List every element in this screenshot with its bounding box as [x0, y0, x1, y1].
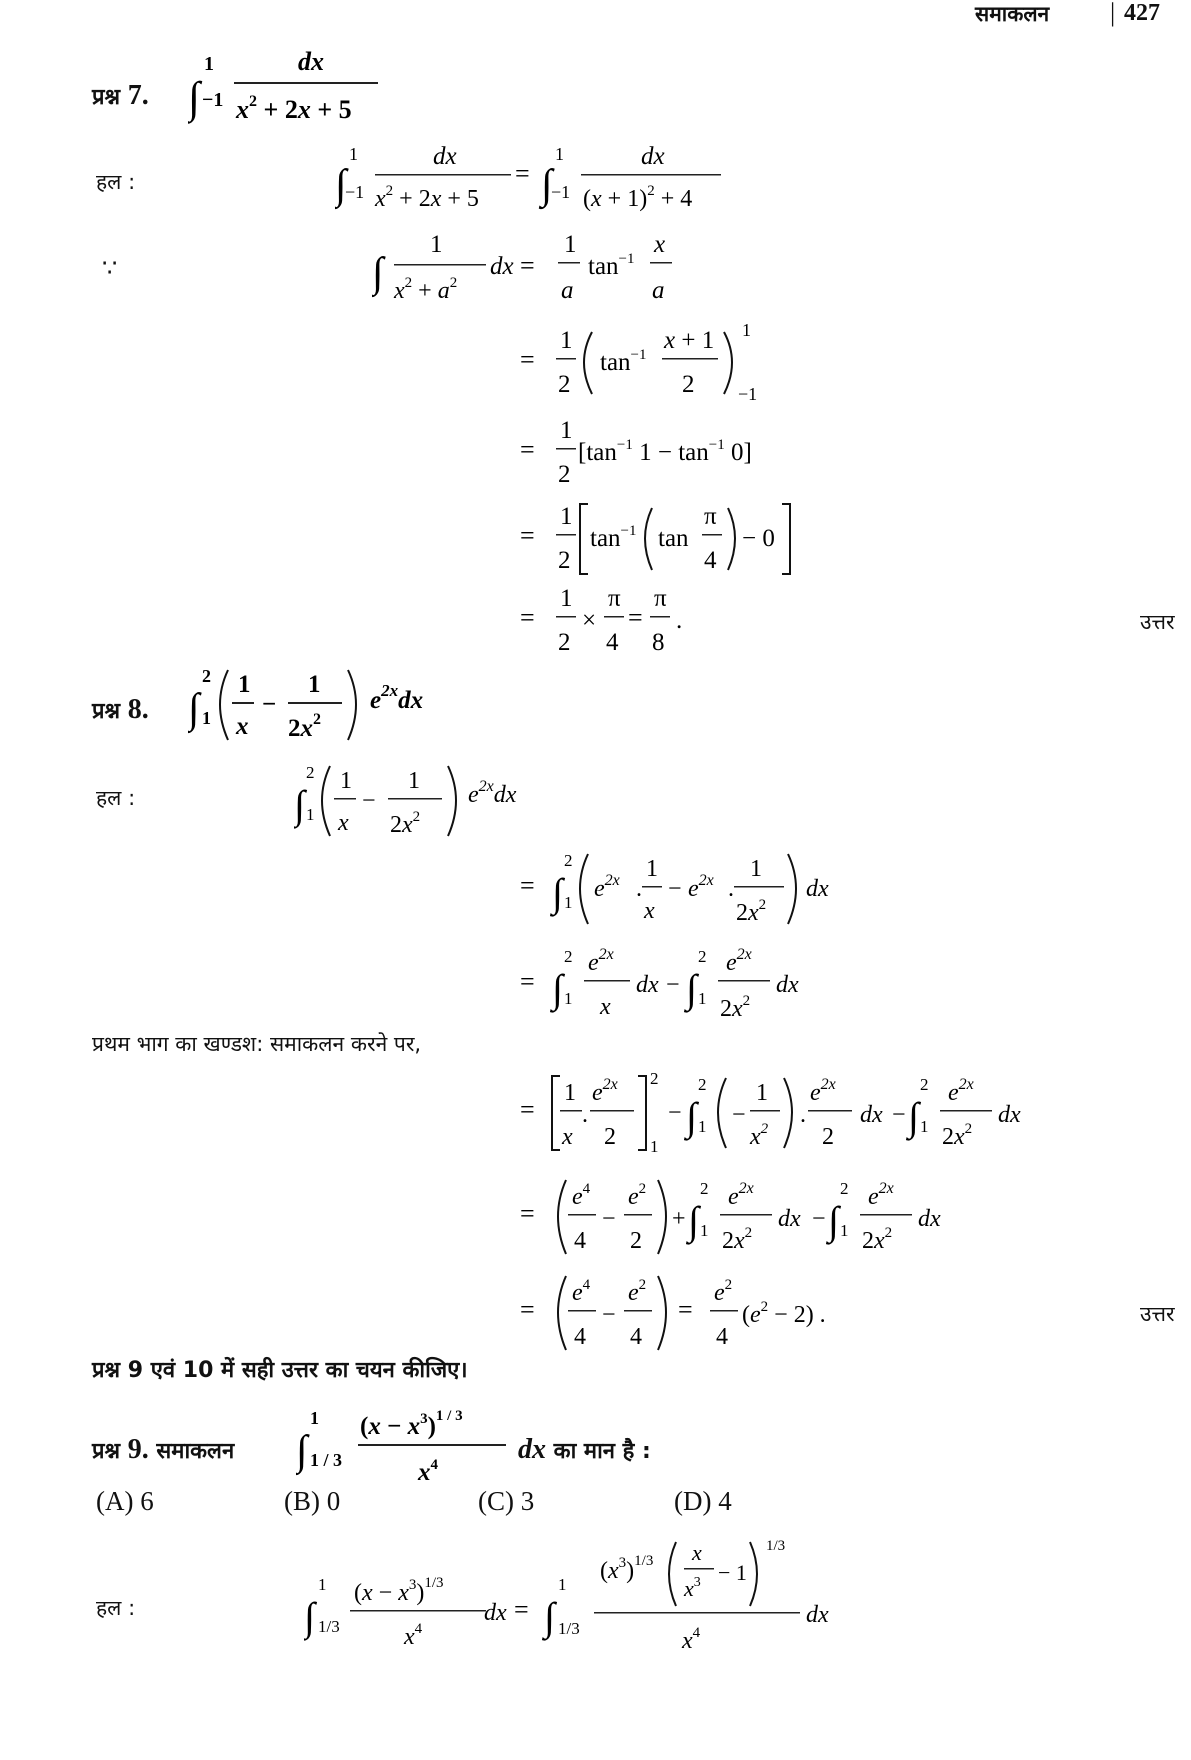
svg-text:1: 1 — [920, 1117, 929, 1136]
svg-text:8: 8 — [652, 629, 665, 656]
svg-text:2: 2 — [682, 371, 695, 398]
svg-text:=: = — [628, 603, 643, 632]
q8-step-2 — [520, 840, 850, 936]
svg-text:2x2: $2x^2$ — [942, 1121, 973, 1150]
svg-text:−: − — [602, 1206, 616, 1232]
svg-text:−1: −1 — [202, 89, 224, 111]
svg-text:−: − — [732, 1102, 746, 1128]
chapter-title: समाकलन — [975, 2, 1050, 26]
svg-text:=: = — [678, 1295, 693, 1324]
svg-text:×: × — [582, 607, 597, 634]
svg-text:2x2: $2x^2$ — [722, 1225, 753, 1254]
svg-text:=: = — [520, 1199, 535, 1228]
svg-text:2: 2 — [306, 763, 315, 782]
q8-step-5 — [520, 1168, 980, 1268]
svg-text:x: x — [692, 1540, 702, 1565]
svg-text:−1: −1 — [551, 182, 571, 202]
svg-text:=: = — [520, 345, 535, 374]
q7-step-3 — [520, 318, 780, 408]
svg-text:1: 1 — [238, 671, 251, 698]
svg-text:e2xdx: $e^{2x}dx$ — [468, 778, 517, 808]
svg-text:4: 4 — [574, 1324, 586, 1350]
svg-text:=: = — [514, 1595, 529, 1624]
svg-text:e2x: $e^{2x}$ — [588, 946, 614, 976]
svg-text:∫: ∫ — [908, 1094, 919, 1139]
q8-solution-label: हल : — [96, 786, 136, 810]
q7-step-2 — [372, 226, 692, 312]
svg-text:.: . — [800, 1102, 806, 1128]
q8-step-6 — [520, 1264, 880, 1364]
svg-text:e2x: $e^{2x}$ — [948, 1076, 974, 1106]
q7-question-math — [188, 48, 408, 134]
svg-text:1: 1 — [564, 231, 577, 258]
svg-text:1: 1 — [408, 768, 420, 794]
svg-text:2: 2 — [650, 1069, 659, 1088]
svg-text:2: 2 — [558, 547, 571, 574]
svg-text:2: 2 — [698, 1075, 707, 1094]
svg-text:e4: $e^4$ — [572, 1277, 591, 1306]
svg-text:x3: $x^3$ — [684, 1575, 701, 1601]
svg-text:x4: $x^4$ — [418, 1457, 438, 1486]
q9-option-d[interactable]: (D) 4 — [674, 1486, 732, 1516]
svg-text:2x2: $2x^2$ — [862, 1225, 893, 1254]
svg-text:1: 1 — [650, 1137, 659, 1156]
q9-step-1 — [304, 1534, 864, 1664]
svg-text:1: 1 — [306, 805, 315, 824]
svg-text:+: + — [672, 1206, 686, 1232]
since-symbol: ∵ — [102, 256, 118, 282]
svg-text:∫: ∫ — [304, 1594, 315, 1639]
svg-text:1: 1 — [564, 893, 573, 912]
svg-text:1: 1 — [700, 1221, 709, 1240]
svg-text:−: − — [668, 876, 682, 902]
svg-text:.: . — [582, 1102, 588, 1128]
instruction-text: प्रश्न 9 एवं 10 में सही उत्तर का चयन कीजिए। — [92, 1358, 468, 1383]
svg-text:2: 2 — [700, 1179, 709, 1198]
svg-text:dx: dx — [806, 1602, 829, 1628]
svg-text:dx: dx — [490, 253, 514, 280]
svg-text:1: 1 — [202, 708, 211, 728]
svg-text:2: 2 — [604, 1124, 616, 1150]
svg-text:x2 + 2x + 5: $x^2 + 2x + 5$ — [236, 93, 352, 124]
svg-text:x4: $x^4$ — [404, 1621, 423, 1650]
svg-text:1: 1 — [840, 1221, 849, 1240]
q9-option-a[interactable]: (A) 6 — [96, 1486, 154, 1516]
q7-solution-label: हल : — [96, 170, 136, 194]
svg-text:2: 2 — [564, 851, 573, 870]
svg-text:1: 1 — [430, 231, 443, 258]
svg-text:tan: tan — [658, 525, 689, 552]
svg-text:=: = — [520, 1095, 535, 1124]
q9-question-tail: dx का मान है : — [518, 1434, 651, 1465]
svg-text:1: 1 — [349, 144, 358, 164]
svg-text:∫: ∫ — [294, 782, 305, 827]
svg-text:∫: ∫ — [296, 1428, 308, 1474]
q7-step-5 — [520, 494, 810, 584]
svg-text:e2x: $e^{2x}$ — [594, 872, 620, 902]
svg-text:1: 1 — [564, 989, 573, 1008]
svg-text:∫: ∫ — [544, 1594, 555, 1639]
svg-text:1 / 3: 1 / 3 — [310, 1450, 343, 1470]
svg-text:1: 1 — [555, 144, 564, 164]
svg-text:∫: ∫ — [372, 250, 384, 296]
svg-text:∫: ∫ — [828, 1198, 839, 1243]
svg-text:.: . — [636, 876, 642, 902]
q8-step-1 — [294, 756, 554, 846]
svg-text:dx: dx — [433, 143, 457, 170]
q8-step-3 — [520, 934, 820, 1034]
svg-text:2: 2 — [698, 947, 707, 966]
svg-text:x2 + 2x + 5: $x^2 + 2x + 5$ — [375, 183, 479, 212]
svg-text:1/3: 1/3 — [318, 1617, 340, 1636]
svg-text:1: 1 — [340, 768, 352, 794]
svg-text:4: 4 — [704, 547, 717, 574]
svg-text:2: 2 — [202, 666, 211, 686]
q7-step-6 — [520, 580, 720, 660]
svg-text:x2 + a2: $x^2 + a^2$ — [394, 275, 458, 304]
svg-text:x: x — [644, 898, 655, 924]
svg-text:(x + 1)2 + 4: $(x + 1)^2 + 4$ — [583, 183, 693, 212]
svg-text:∫: ∫ — [335, 162, 347, 208]
svg-text:dx: dx — [860, 1102, 883, 1128]
q9-label: प्रश्न 9. समाकलन — [92, 1434, 235, 1465]
q7-label: प्रश्न 7. — [92, 80, 149, 111]
svg-text:π: π — [704, 503, 717, 530]
svg-text:1: 1 — [564, 1080, 576, 1106]
svg-text:dx: dx — [806, 876, 829, 902]
svg-text:−1: −1 — [345, 182, 365, 202]
svg-text:tan−1: $\tan^{-1}$ — [590, 523, 637, 552]
svg-text:4: 4 — [630, 1324, 642, 1350]
svg-text:1: 1 — [560, 417, 573, 444]
svg-text:∫: ∫ — [541, 162, 553, 208]
svg-text:1/3: 1/3 — [766, 1538, 786, 1554]
svg-text:(x − x3)1/3: $(x - x^3)^{1/3}$ — [354, 1575, 444, 1606]
svg-text:−1: −1 — [738, 384, 758, 404]
q7-answer-tag: उत्तर — [1140, 610, 1175, 634]
header-separator: | — [1110, 0, 1116, 27]
q9-option-c[interactable]: (C) 3 — [478, 1486, 535, 1516]
svg-text:(x − x3)1 / 3: $(x - x^3)^{1 / 3}$ — [360, 1408, 463, 1440]
svg-text:−: − — [362, 788, 376, 814]
svg-text:e2: $e^2$ — [628, 1277, 647, 1306]
q8-step-4 — [520, 1064, 1060, 1168]
svg-text:=: = — [515, 159, 530, 188]
svg-text:2: 2 — [558, 371, 571, 398]
svg-text:−: − — [666, 972, 680, 998]
svg-text:1: 1 — [560, 327, 573, 354]
svg-text:∫: ∫ — [552, 870, 563, 915]
svg-text:2x2: $2x^2$ — [288, 711, 321, 742]
svg-text:1: 1 — [750, 856, 762, 882]
svg-text:1: 1 — [698, 989, 707, 1008]
svg-text:dx: dx — [918, 1206, 941, 1232]
svg-text:2x2: $2x^2$ — [736, 897, 767, 926]
svg-text:1: 1 — [558, 1575, 567, 1594]
svg-text:2: 2 — [822, 1124, 834, 1150]
svg-text:1: 1 — [308, 671, 321, 698]
svg-text:=: = — [520, 251, 535, 280]
svg-text:∫: ∫ — [688, 1198, 699, 1243]
svg-text:∫: ∫ — [188, 686, 200, 732]
svg-text:e2x: $e^{2x}$ — [728, 1180, 754, 1210]
svg-text:1: 1 — [318, 1575, 327, 1594]
svg-text:1: 1 — [560, 585, 573, 612]
svg-text:.: . — [728, 876, 734, 902]
svg-text:e2xdx: $e^{2x}dx$ — [370, 681, 424, 714]
svg-text:x: x — [236, 713, 249, 740]
svg-text:1: 1 — [204, 53, 214, 75]
svg-text:∫: ∫ — [686, 966, 697, 1011]
svg-text:2: 2 — [920, 1075, 929, 1094]
svg-text:x: x — [654, 231, 666, 258]
svg-text:e4: $e^4$ — [572, 1181, 591, 1210]
svg-text:x: x — [562, 1124, 573, 1150]
svg-text:a: a — [561, 277, 574, 304]
svg-text:2: 2 — [558, 461, 571, 488]
svg-text:1: 1 — [310, 1408, 319, 1428]
svg-text:4: 4 — [716, 1324, 728, 1350]
svg-text:tan−1: $\tan^{-1}$ — [588, 251, 635, 280]
svg-text:dx: dx — [636, 972, 659, 998]
q7-step-4 — [520, 412, 800, 492]
q7-step-1 — [335, 140, 755, 220]
svg-text:1: 1 — [756, 1080, 768, 1106]
svg-text:− 0: − 0 — [742, 525, 775, 552]
svg-text:dx: dx — [298, 48, 324, 76]
svg-text:∫: ∫ — [686, 1094, 697, 1139]
svg-text:4: 4 — [574, 1228, 586, 1254]
svg-text:−: − — [262, 691, 277, 718]
svg-text:dx: dx — [641, 143, 665, 170]
svg-text:π: π — [608, 585, 621, 612]
svg-text:−: − — [602, 1302, 616, 1328]
svg-text:e2x: $e^{2x}$ — [592, 1076, 618, 1106]
svg-text:dx: dx — [484, 1600, 507, 1626]
svg-text:π: π — [654, 585, 667, 612]
svg-text:e2x: $e^{2x}$ — [688, 872, 714, 902]
q8-answer-tag: उत्तर — [1140, 1302, 1175, 1326]
svg-text:e2x: $e^{2x}$ — [726, 946, 752, 976]
svg-text:(x3)1/3: $(x^3)^{1/3}$ — [600, 1553, 654, 1584]
svg-text:e2: $e^2$ — [628, 1181, 647, 1210]
svg-text:=: = — [520, 435, 535, 464]
svg-text:dx: dx — [776, 972, 799, 998]
q8-label: प्रश्न 8. — [92, 694, 149, 725]
svg-text:x: x — [600, 994, 611, 1020]
svg-text:−: − — [892, 1102, 906, 1128]
svg-text:=: = — [520, 1295, 535, 1324]
svg-text:=: = — [520, 871, 535, 900]
svg-text:e2x: $e^{2x}$ — [868, 1180, 894, 1210]
svg-text:x4: $x^4$ — [682, 1625, 701, 1654]
svg-text:2: 2 — [630, 1228, 642, 1254]
q8-question-math — [188, 660, 458, 750]
q9-option-b[interactable]: (B) 0 — [284, 1486, 341, 1516]
svg-text:1: 1 — [560, 503, 573, 530]
svg-text:2: 2 — [564, 947, 573, 966]
svg-text:x2: $x^2$ — [750, 1121, 769, 1150]
svg-text:[tan−1 1 − tan−1 0]: [$\tan^{-1}$ $1 - \tan^{-1} 0$] — [578, 437, 752, 466]
svg-text:− 1: − 1 — [718, 1560, 747, 1585]
svg-text:4: 4 — [606, 629, 619, 656]
svg-text:dx: dx — [778, 1206, 801, 1232]
svg-text:(e2 − 2) .: $(e^2 - 2)$ . — [742, 1299, 826, 1328]
page-number: 427 — [1124, 0, 1160, 26]
svg-text:x + 1: x + 1 — [664, 327, 715, 354]
q9-solution-label: हल : — [96, 1596, 136, 1620]
q9-question-math — [296, 1400, 516, 1500]
svg-text:x: x — [338, 810, 349, 836]
svg-text:−: − — [812, 1206, 826, 1232]
svg-text:−: − — [668, 1100, 682, 1126]
svg-text:.: . — [676, 607, 683, 634]
svg-text:=: = — [520, 521, 535, 550]
svg-text:e2x: $e^{2x}$ — [810, 1076, 836, 1106]
svg-text:=: = — [520, 967, 535, 996]
svg-text:2x2: $2x^2$ — [720, 993, 751, 1022]
svg-text:2: 2 — [558, 629, 571, 656]
svg-text:∫: ∫ — [188, 73, 201, 122]
svg-text:∫: ∫ — [552, 966, 563, 1011]
q8-note: प्रथम भाग का खण्डश: समाकलन करने पर, — [92, 1032, 422, 1056]
svg-text:tan−1: $\tan^{-1}$ — [600, 347, 647, 376]
svg-text:1: 1 — [646, 856, 658, 882]
svg-text:dx: dx — [998, 1102, 1021, 1128]
svg-text:1: 1 — [742, 320, 751, 340]
svg-text:=: = — [520, 603, 535, 632]
svg-text:a: a — [652, 277, 665, 304]
svg-text:1/3: 1/3 — [558, 1619, 580, 1638]
svg-text:1: 1 — [698, 1117, 707, 1136]
svg-text:2: 2 — [840, 1179, 849, 1198]
svg-text:e2: $e^2$ — [714, 1277, 733, 1306]
svg-text:2x2: $2x^2$ — [390, 809, 421, 838]
